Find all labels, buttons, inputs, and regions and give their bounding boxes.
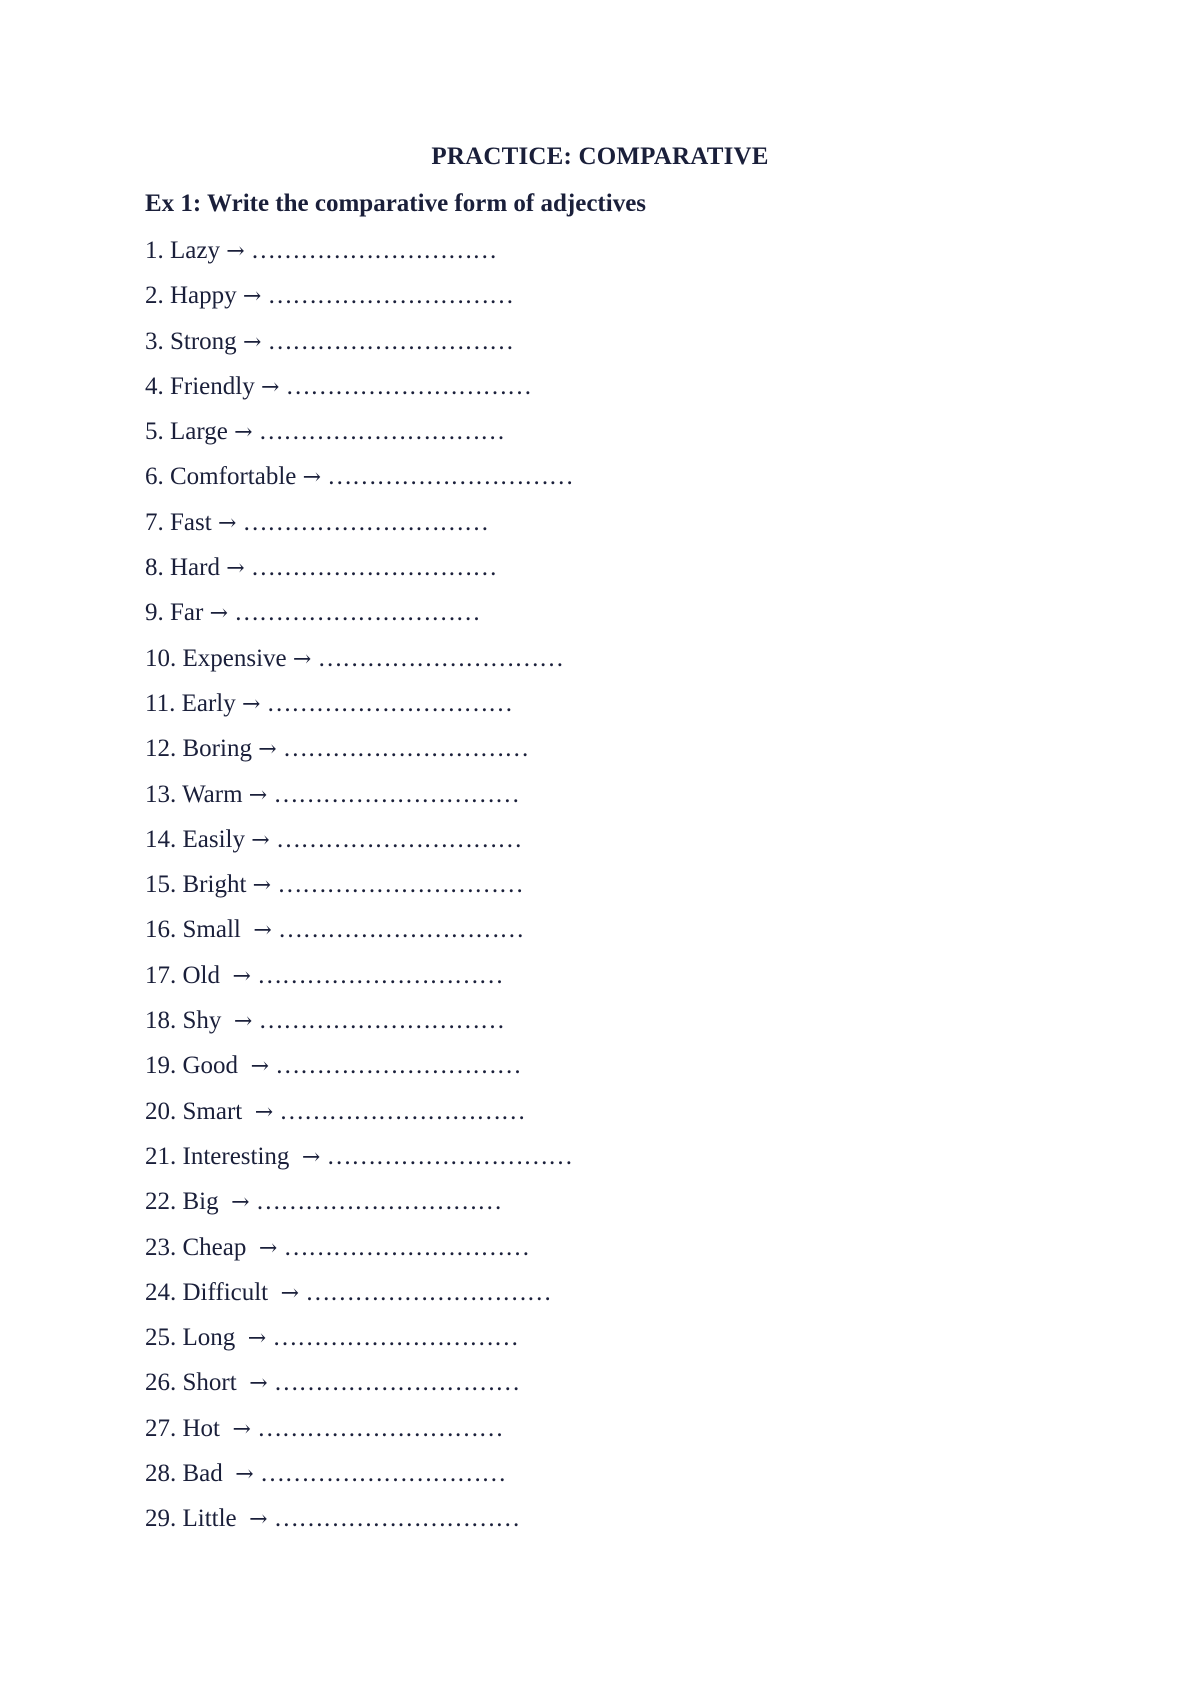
item-number: 15.	[145, 871, 177, 899]
answer-blank[interactable]: …………………………	[234, 599, 481, 627]
answer-blank[interactable]: …………………………	[272, 1324, 519, 1352]
arrow-icon: →	[292, 646, 312, 672]
exercise-item	[145, 1504, 573, 1549]
exercise-item	[145, 1187, 573, 1232]
arrow-icon: →	[209, 601, 229, 627]
item-word: Happy	[170, 282, 237, 310]
item-word: Lazy	[170, 237, 220, 264]
arrow-icon: →	[234, 420, 253, 446]
item-word: Comfortable	[170, 463, 297, 491]
answer-blank[interactable]: …………………………	[257, 1414, 504, 1442]
item-word: Short	[182, 1369, 237, 1397]
arrow-icon: →	[249, 1371, 268, 1397]
answer-blank[interactable]: …………………………	[273, 1369, 520, 1397]
item-word: Big	[182, 1188, 219, 1216]
item-gap	[242, 1098, 255, 1125]
item-word: Interesting	[182, 1142, 290, 1170]
arrow-icon: →	[248, 782, 268, 808]
item-number: 18.	[145, 1007, 177, 1035]
arrow-icon: →	[258, 737, 277, 763]
item-word: Cheap	[182, 1233, 247, 1261]
item-word: Hard	[170, 554, 220, 582]
item-word: Little	[182, 1505, 237, 1533]
answer-blank[interactable]: …………………………	[259, 1460, 506, 1488]
arrow-icon: →	[242, 284, 262, 310]
exercise-item	[145, 1414, 573, 1459]
item-gap	[241, 916, 254, 943]
item-word: Old	[182, 961, 220, 989]
exercise-item	[145, 236, 573, 281]
item-number: 13.	[145, 780, 177, 808]
item-word: Warm	[182, 780, 243, 808]
item-number: 27.	[145, 1414, 177, 1442]
exercise-item	[145, 689, 573, 734]
item-word: Boring	[182, 735, 252, 763]
answer-blank[interactable]: …………………………	[242, 508, 489, 536]
item-word: Bad	[182, 1460, 223, 1488]
exercise-item	[145, 1006, 573, 1051]
answer-blank[interactable]: …………………………	[327, 463, 574, 491]
item-word: Strong	[170, 327, 237, 355]
page-title: PRACTICE: COMPARATIVE	[431, 143, 769, 170]
arrow-icon: →	[233, 1009, 253, 1035]
exercise-item	[145, 961, 573, 1006]
item-number: 26.	[145, 1369, 177, 1397]
exercise-item	[145, 281, 573, 326]
exercise-item	[145, 1323, 573, 1368]
arrow-icon: →	[254, 1099, 274, 1125]
item-word: Large	[170, 418, 228, 446]
item-gap	[221, 1007, 234, 1034]
answer-blank[interactable]: …………………………	[250, 237, 497, 264]
item-word: Friendly	[170, 372, 255, 400]
exercise-item	[145, 372, 573, 417]
answer-blank[interactable]: …………………………	[275, 1052, 522, 1080]
arrow-icon: →	[250, 1054, 269, 1080]
item-gap	[237, 1369, 250, 1396]
item-number: 19.	[145, 1052, 177, 1080]
answer-blank[interactable]: …………………………	[283, 1233, 530, 1261]
answer-blank[interactable]: …………………………	[257, 961, 504, 989]
exercise-instruction: Ex 1: Write the comparative form of adjectives	[145, 190, 647, 217]
answer-blank[interactable]: …………………………	[282, 735, 529, 763]
item-gap	[223, 1460, 236, 1487]
arrow-icon: →	[249, 1507, 268, 1533]
exercise-item	[145, 1233, 573, 1278]
item-word: Early	[181, 689, 236, 717]
exercise-item	[145, 870, 573, 915]
exercise-item	[145, 1097, 573, 1142]
arrow-icon: →	[253, 918, 272, 944]
item-gap	[237, 1505, 250, 1532]
item-number: 28.	[145, 1460, 177, 1488]
arrow-icon: →	[301, 1144, 321, 1170]
exercise-item	[145, 598, 573, 643]
item-number: 10.	[145, 644, 177, 672]
exercise-item	[145, 1278, 573, 1323]
item-word: Hot	[182, 1414, 220, 1442]
item-number: 23.	[145, 1233, 177, 1261]
item-word: Far	[170, 599, 204, 627]
item-gap	[235, 1324, 248, 1351]
answer-blank[interactable]: …………………………	[317, 644, 564, 672]
item-number: 9.	[145, 599, 164, 627]
answer-blank[interactable]: …………………………	[258, 418, 505, 446]
answer-blank[interactable]: …………………………	[258, 1007, 505, 1035]
item-number: 14.	[145, 825, 177, 853]
answer-blank[interactable]: …………………………	[275, 825, 522, 853]
arrow-icon: →	[217, 510, 237, 536]
arrow-icon: →	[251, 827, 270, 853]
exercise-item	[145, 1051, 573, 1096]
exercise-item	[145, 508, 573, 553]
exercise-item	[145, 417, 573, 462]
item-gap	[238, 1052, 251, 1079]
item-word: Smart	[182, 1097, 243, 1125]
item-number: 1.	[145, 237, 164, 264]
exercise-item	[145, 462, 573, 507]
answer-blank[interactable]: …………………………	[250, 554, 497, 582]
item-number: 3.	[145, 327, 164, 355]
item-word: Difficult	[182, 1278, 269, 1306]
arrow-icon: →	[280, 1280, 300, 1306]
arrow-icon: →	[260, 374, 280, 400]
item-number: 24.	[145, 1278, 177, 1306]
item-gap	[289, 1143, 302, 1170]
exercise-item	[145, 1142, 573, 1187]
answer-blank[interactable]: …………………………	[273, 780, 520, 808]
item-gap	[219, 1188, 232, 1215]
item-word: Small	[182, 916, 241, 944]
item-word: Expensive	[182, 644, 287, 672]
exercise-item	[145, 1459, 573, 1504]
answer-blank[interactable]: …………………………	[255, 1188, 502, 1216]
arrow-icon: →	[226, 556, 245, 582]
answer-blank[interactable]: …………………………	[266, 689, 513, 717]
answer-blank[interactable]: …………………………	[267, 282, 514, 310]
exercise-item	[145, 915, 573, 960]
exercise-item	[145, 825, 573, 870]
exercise-item	[145, 644, 573, 689]
item-gap	[220, 962, 233, 989]
arrow-icon: →	[235, 1462, 254, 1488]
item-number: 16.	[145, 916, 177, 944]
arrow-icon: →	[247, 1326, 267, 1352]
item-word: Bright	[182, 871, 247, 899]
item-number: 20.	[145, 1097, 177, 1125]
item-number: 29.	[145, 1505, 177, 1533]
answer-blank[interactable]: …………………………	[277, 871, 524, 899]
exercise-item	[145, 1368, 573, 1413]
item-word: Fast	[170, 508, 212, 536]
exercise-list	[145, 236, 573, 1550]
exercise-item	[145, 734, 573, 779]
item-gap	[246, 1234, 259, 1261]
arrow-icon: →	[258, 1235, 278, 1261]
item-word: Shy	[182, 1007, 222, 1035]
arrow-icon: →	[241, 691, 261, 717]
answer-blank[interactable]: …………………………	[285, 372, 532, 400]
item-word: Good	[182, 1052, 239, 1080]
arrow-icon: →	[232, 963, 251, 989]
answer-blank[interactable]: …………………………	[305, 1278, 552, 1306]
item-word: Long	[182, 1324, 236, 1352]
arrow-icon: →	[252, 873, 272, 899]
item-gap	[220, 1415, 233, 1442]
arrow-icon: →	[232, 1416, 251, 1442]
item-number: 12.	[145, 735, 177, 763]
answer-blank[interactable]: …………………………	[267, 327, 514, 355]
item-gap	[268, 1279, 281, 1306]
item-number: 17.	[145, 961, 177, 989]
arrow-icon: →	[226, 239, 245, 264]
answer-blank[interactable]: …………………………	[326, 1142, 573, 1170]
exercise-item	[145, 553, 573, 598]
arrow-icon: →	[231, 1190, 250, 1216]
item-number: 22.	[145, 1188, 177, 1216]
item-number: 4.	[145, 372, 164, 400]
item-number: 2.	[145, 282, 164, 310]
exercise-item	[145, 780, 573, 825]
exercise-item	[145, 327, 573, 372]
item-number: 5.	[145, 418, 164, 446]
item-number: 21.	[145, 1142, 177, 1170]
arrow-icon: →	[242, 329, 262, 355]
item-number: 7.	[145, 508, 164, 536]
item-number: 25.	[145, 1324, 177, 1352]
answer-blank[interactable]: …………………………	[273, 1505, 520, 1533]
item-number: 8.	[145, 554, 164, 582]
item-number: 11.	[145, 689, 176, 717]
answer-blank[interactable]: …………………………	[278, 916, 525, 944]
item-word: Easily	[182, 825, 245, 853]
answer-blank[interactable]: …………………………	[279, 1097, 526, 1125]
arrow-icon: →	[302, 465, 322, 491]
item-number: 6.	[145, 463, 164, 491]
